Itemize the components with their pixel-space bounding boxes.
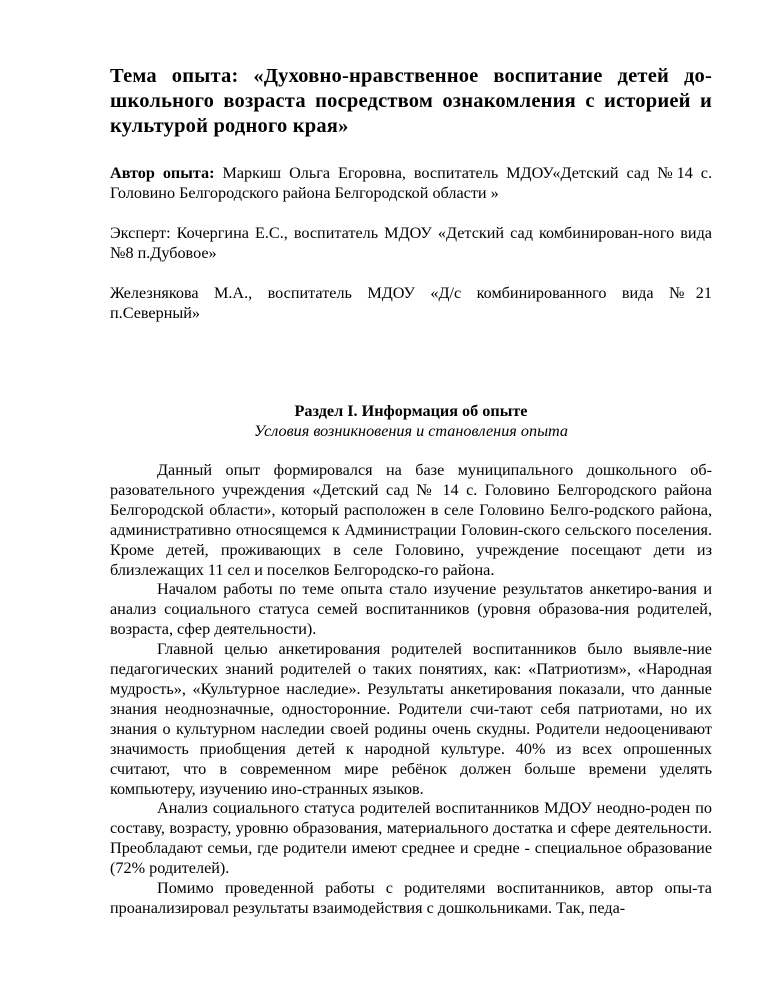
expert-line: Эксперт: Кочергина Е.С., воспитатель МДОУ «Детский сад комбинирован-ного вида №8 п.Дубовое» [110,224,712,262]
paragraph-4: Анализ социального статуса родителей воспитанников МДОУ неодно-роден по составу, возрасту, уровню образования, материального достатка и сфере деятельности. Преобладают семьи, где родители имеют среднее и средне - специальное образование (72% родителей). [110,799,712,878]
section-subheading: Условия возникновения и становления опыта [253,422,569,440]
title-line-3: культурой родного края» [110,115,349,137]
section-heading: Раздел I. Информация об опыте [294,402,528,420]
title-line-1: Тема опыта: «Духовно-нравственное воспитание детей до- [110,65,712,87]
paragraph-1: Данный опыт формировался на базе муниципального дошкольного об-разовательного учреждения «Детский сад № 14 с. Головино Белгородского района Белгородской области», который расположен в селе Головино Белго-родского района, административно относящемся к Администрации Головин-ского сельского поселения. Кроме детей, проживающих в селе Головино, учреждение посещают дети из близлежащих 11 сел и поселков Белгородско-го района. [110,461,712,579]
document-page [110,64,712,919]
title-line-2: школьного возраста посредством ознакомления с историей и [110,90,712,112]
author-line [110,163,712,203]
author-text: Маркиш Ольга Егоровна, воспитатель МДОУ«Детский сад №14 с. Головино Белгородского района Белгородской области » [110,164,712,202]
paragraph-3: Главной целью анкетирования родителей воспитанников было выявле-ние педагогических знаний родителей о таких понятиях, как: «Патриотизм», «Народная мудрость», «Культурное наследие». Результаты анкетирования показали, что данные знания неоднозначные, односторонние. Родители счи-тают себя патриотами, но их знания о культурном наследии своей родины очень скудны. Родители недооценивают значимость приобщения детей к народной культуре. 40% из всех опрошенных считают, что в современном мире ребёнок должен больше времени уделять компьютеру, изучению ино-странных языков. [110,640,712,798]
document-title [110,64,712,139]
paragraph-2: Началом работы по теме опыта стало изучение результатов анкетиро-вания и анализ социального статуса семей воспитанников (уровня образова-ния родителей, возраста, сфер деятельности). [110,580,712,639]
author-label: Автор опыта: [110,164,215,182]
second-expert-line: Железнякова М.А., воспитатель МДОУ «Д/с комбинированного вида №21 п.Северный» [110,284,712,322]
body-text [110,461,712,919]
paragraph-5: Помимо проведенной работы с родителями воспитанников, автор опы-та проанализировал результаты взаимодействия с дошкольниками. Так, педа- [110,879,712,917]
